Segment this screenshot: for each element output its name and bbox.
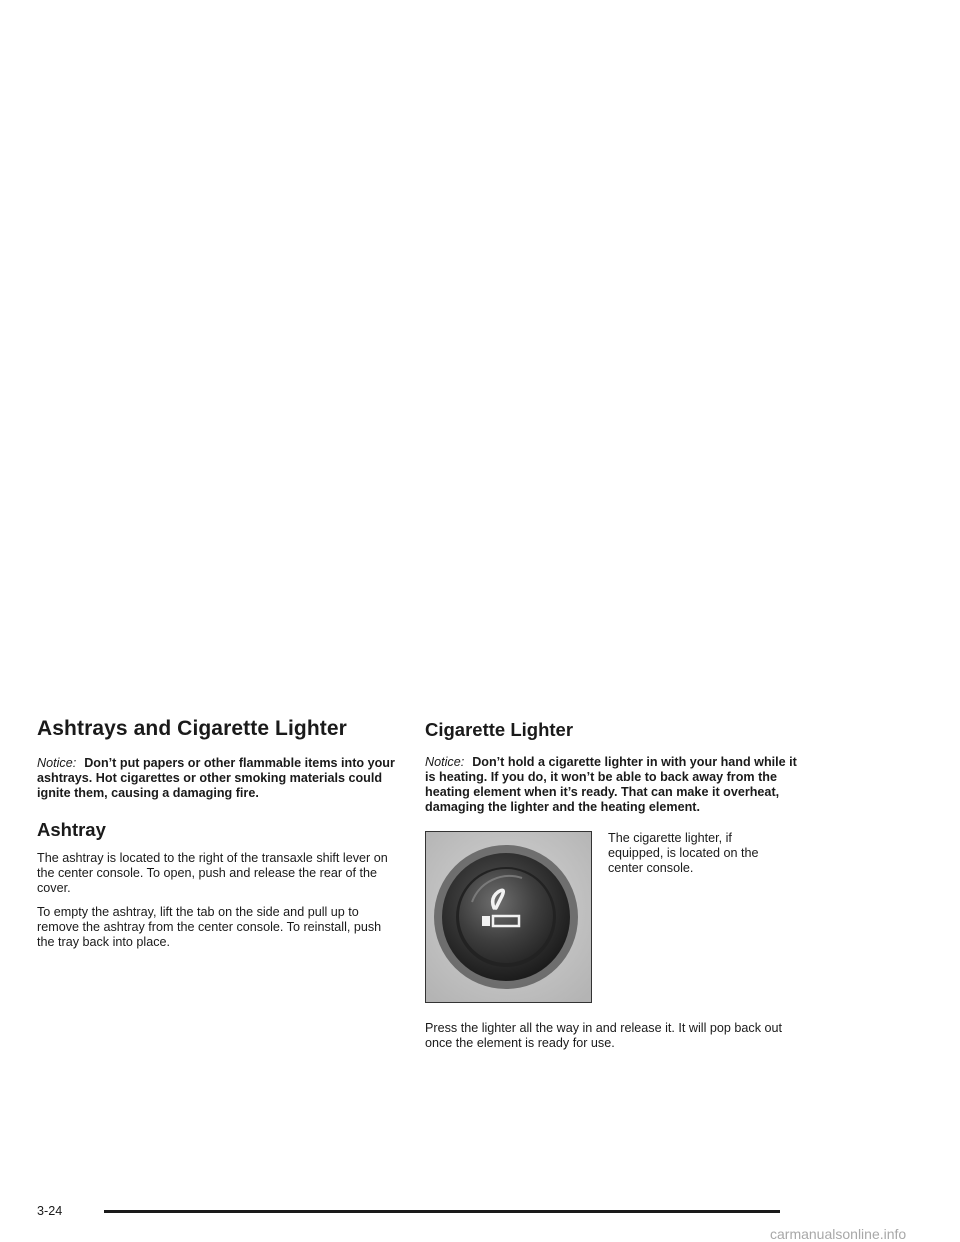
lighter-paragraph: Press the lighter all the way in and release it. It will pop back out once the element is ready for use. <box>425 1021 783 1050</box>
watermark: carmanualsonline.info <box>770 1226 907 1242</box>
notice-text: Don’t put papers or other flammable items into your ashtrays. Hot cigarettes or other smoking materials could ignite them, causing a damaging fire. <box>37 756 395 800</box>
lighter-figure-row <box>425 831 797 1003</box>
ashtray-paragraph-2: To empty the ashtray, lift the tab on the side and pull up to remove the ashtray from the center console. To reinstall, push the tray back into place. <box>37 905 382 949</box>
cigarette-lighter-heading: Cigarette Lighter <box>425 719 574 740</box>
ashtray-heading: Ashtray <box>37 819 106 840</box>
ashtray-paragraph-1: The ashtray is located to the right of the transaxle shift lever on the center console. To open, push and release the rear of the cover. <box>37 851 388 895</box>
page-number: 3-24 <box>37 1204 63 1218</box>
notice-label: Notice: <box>37 756 77 770</box>
section-title: Ashtrays and Cigarette Lighter <box>37 717 347 740</box>
cigarette-lighter-icon <box>426 832 591 1002</box>
left-column <box>37 716 397 959</box>
lighter-notice <box>425 755 797 815</box>
cigarette-lighter-photo <box>425 831 592 1003</box>
lighter-caption: The cigarette lighter, if equipped, is located on the center console. <box>608 831 759 875</box>
footer-rule <box>104 1210 780 1213</box>
right-column <box>425 716 797 1060</box>
notice-text: Don’t hold a cigarette lighter in with your hand while it is heating. If you do, it won’t be able to back away from the heating element when it’s ready. That can make it overheat, damaging the lighter and the heating element. <box>425 755 797 814</box>
ashtray-notice <box>37 756 397 801</box>
notice-label: Notice: <box>425 755 465 769</box>
